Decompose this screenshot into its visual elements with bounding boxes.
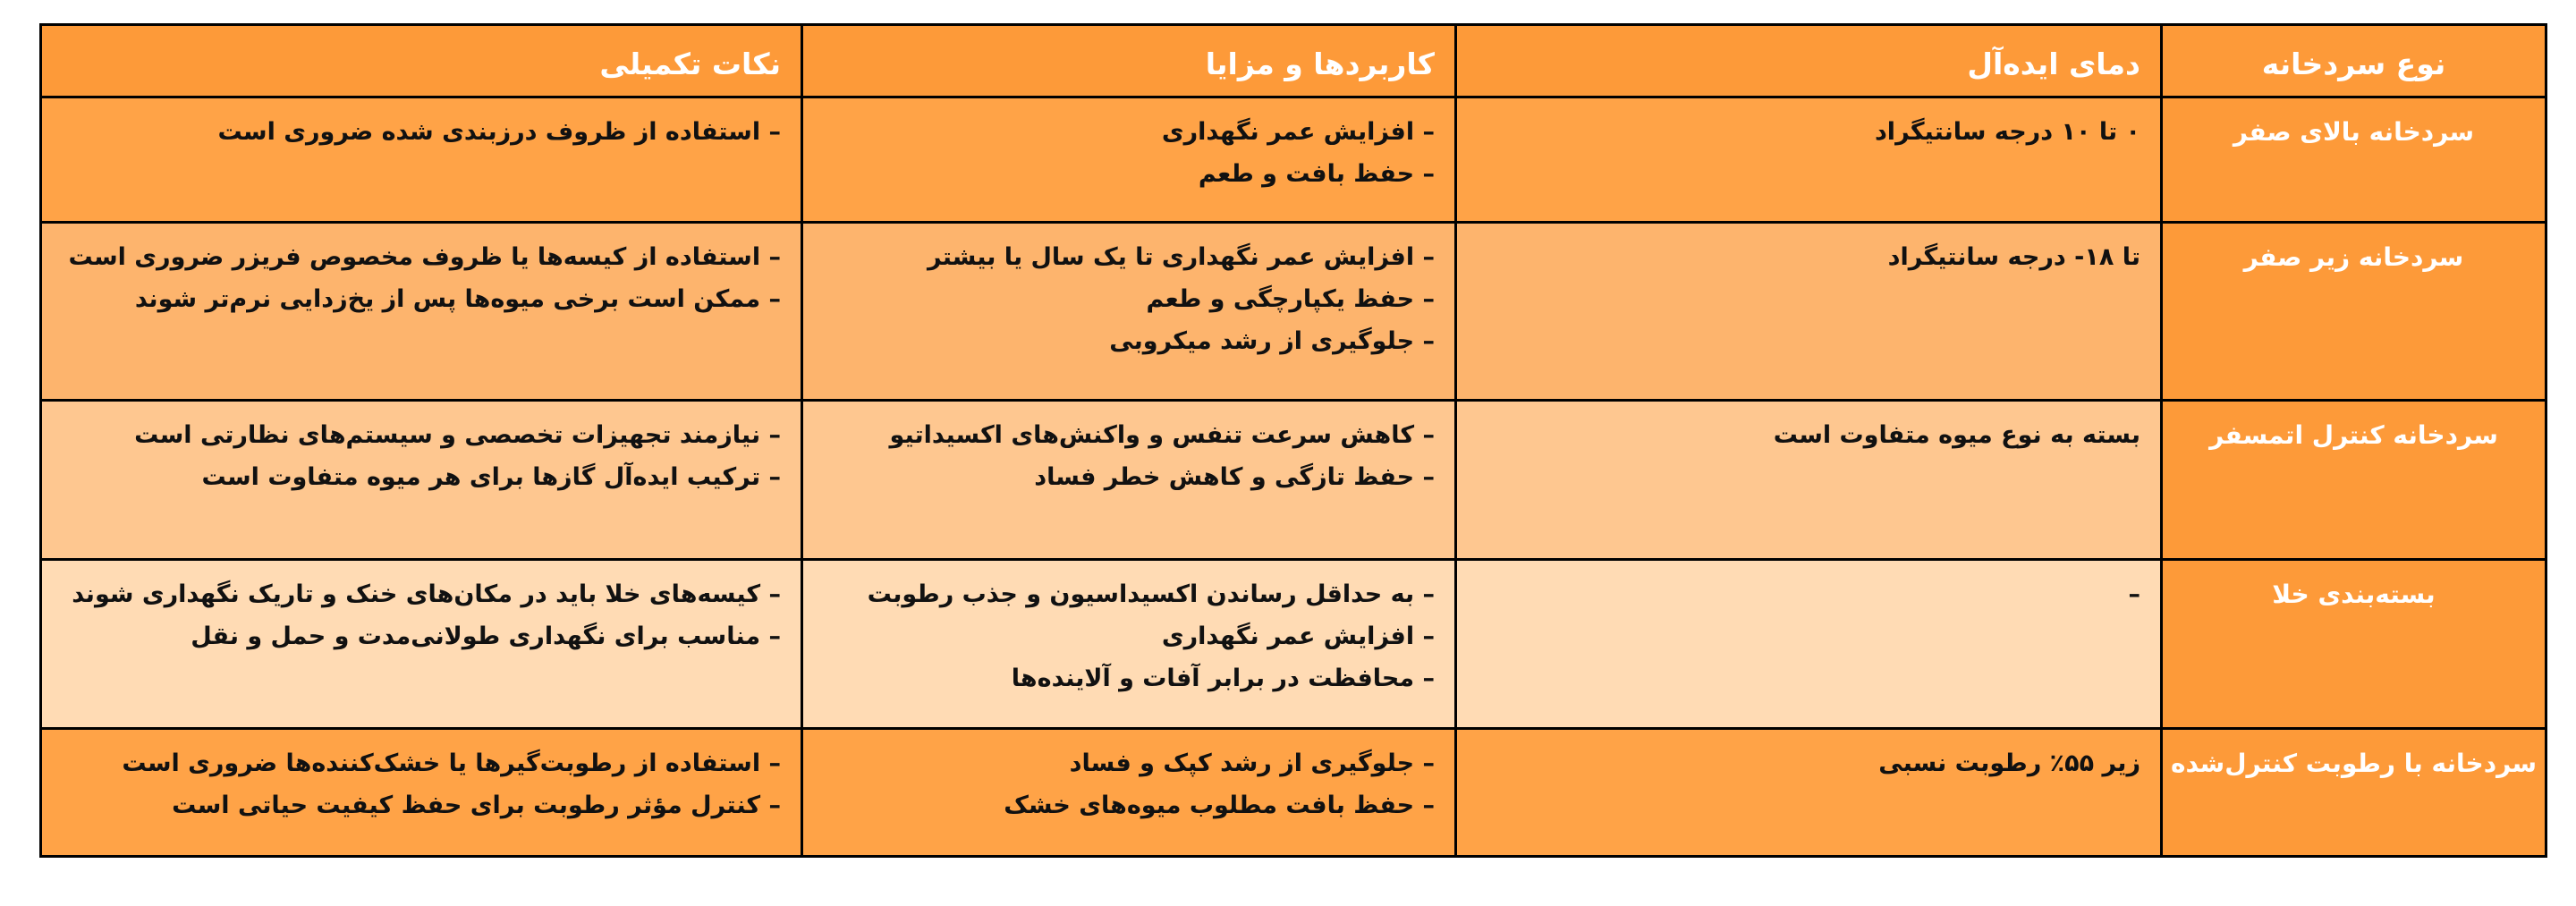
note-item: – استفاده از ظروف درزبندی شده ضروری است	[217, 118, 781, 146]
note-item: – کنترل مؤثر رطوبت برای حفظ کیفیت حیاتی است	[172, 792, 781, 819]
table-row	[41, 401, 2546, 560]
temperature-cell: تا ۱۸- درجه سانتیگراد	[1456, 223, 2162, 401]
cold-storage-table-container	[39, 23, 2545, 858]
benefit-item: – افزایش عمر نگهداری	[1161, 118, 1435, 146]
benefit-item: – کاهش سرعت تنفس و واکنش‌های اکسیداتیو	[889, 421, 1435, 449]
note-item: – استفاده از کیسه‌ها یا ظروف مخصوص فریزر ضروری است	[68, 243, 781, 271]
note-item: – استفاده از رطوبت‌گیرها یا خشک‌کننده‌ها ضروری است	[122, 749, 781, 777]
note-item: – مناسب برای نگهداری طولانی‌مدت و حمل و نقل	[191, 622, 781, 650]
notes-cell	[41, 223, 802, 401]
benefit-item: – حفظ تازگی و کاهش خطر فساد	[1034, 463, 1435, 491]
temperature-cell: ۰ تا ۱۰ درجه سانتیگراد	[1456, 97, 2162, 223]
benefits-cell	[802, 401, 1456, 560]
benefit-item: – حفظ بافت و طعم	[1198, 160, 1435, 188]
benefit-item: – حفظ یکپارچگی و طعم	[1146, 285, 1435, 313]
temperature-cell: –	[1456, 560, 2162, 729]
benefits-cell	[802, 97, 1456, 223]
table-row	[41, 97, 2546, 223]
storage-type-cell: سردخانه زیر صفر	[2162, 223, 2546, 401]
notes-cell	[41, 401, 802, 560]
benefit-item: – افزایش عمر نگهداری	[1161, 622, 1435, 650]
storage-type-cell: سردخانه بالای صفر	[2162, 97, 2546, 223]
benefits-cell	[802, 223, 1456, 401]
header-ideal-temperature: دمای ایده‌آل	[1456, 25, 2162, 97]
temperature-cell: زیر ۵۵٪ رطوبت نسبی	[1456, 729, 2162, 857]
cold-storage-table	[39, 23, 2547, 858]
benefit-item: – جلوگیری از رشد کپک و فساد	[1069, 749, 1435, 777]
table-row	[41, 223, 2546, 401]
storage-type-cell: سردخانه کنترل اتمسفر	[2162, 401, 2546, 560]
header-storage-type: نوع سردخانه	[2162, 25, 2546, 97]
benefit-item: – به حداقل رساندن اکسیداسیون و جذب رطوبت	[867, 580, 1435, 608]
header-uses-benefits: کاربردها و مزایا	[802, 25, 1456, 97]
storage-type-cell: سردخانه با رطوبت کنترل‌شده	[2162, 729, 2546, 857]
temperature-cell: بسته به نوع میوه متفاوت است	[1456, 401, 2162, 560]
benefit-item: – جلوگیری از رشد میکروبی	[1109, 327, 1435, 355]
benefits-cell	[802, 560, 1456, 729]
benefits-cell	[802, 729, 1456, 857]
benefit-item: – محافظت در برابر آفات و آلاینده‌ها	[1011, 665, 1435, 692]
header-row	[41, 25, 2546, 97]
note-item: – ممکن است برخی میوه‌ها پس از یخ‌زدایی نرم‌تر شوند	[134, 285, 781, 313]
note-item: – نیازمند تجهیزات تخصصی و سیستم‌های نظارتی است	[134, 421, 781, 449]
storage-type-cell: بسته‌بندی خلا	[2162, 560, 2546, 729]
notes-cell	[41, 560, 802, 729]
note-item: – کیسه‌های خلا باید در مکان‌های خنک و تاریک نگهداری شوند	[72, 580, 781, 608]
note-item: – ترکیب ایده‌آل گازها برای هر میوه متفاوت است	[201, 463, 781, 491]
benefit-item: – حفظ بافت مطلوب میوه‌های خشک	[1004, 792, 1435, 819]
table-row	[41, 560, 2546, 729]
notes-cell	[41, 97, 802, 223]
table-row	[41, 729, 2546, 857]
benefit-item: – افزایش عمر نگهداری تا یک سال یا بیشتر	[927, 243, 1435, 271]
notes-cell	[41, 729, 802, 857]
header-additional-notes: نکات تکمیلی	[41, 25, 802, 97]
